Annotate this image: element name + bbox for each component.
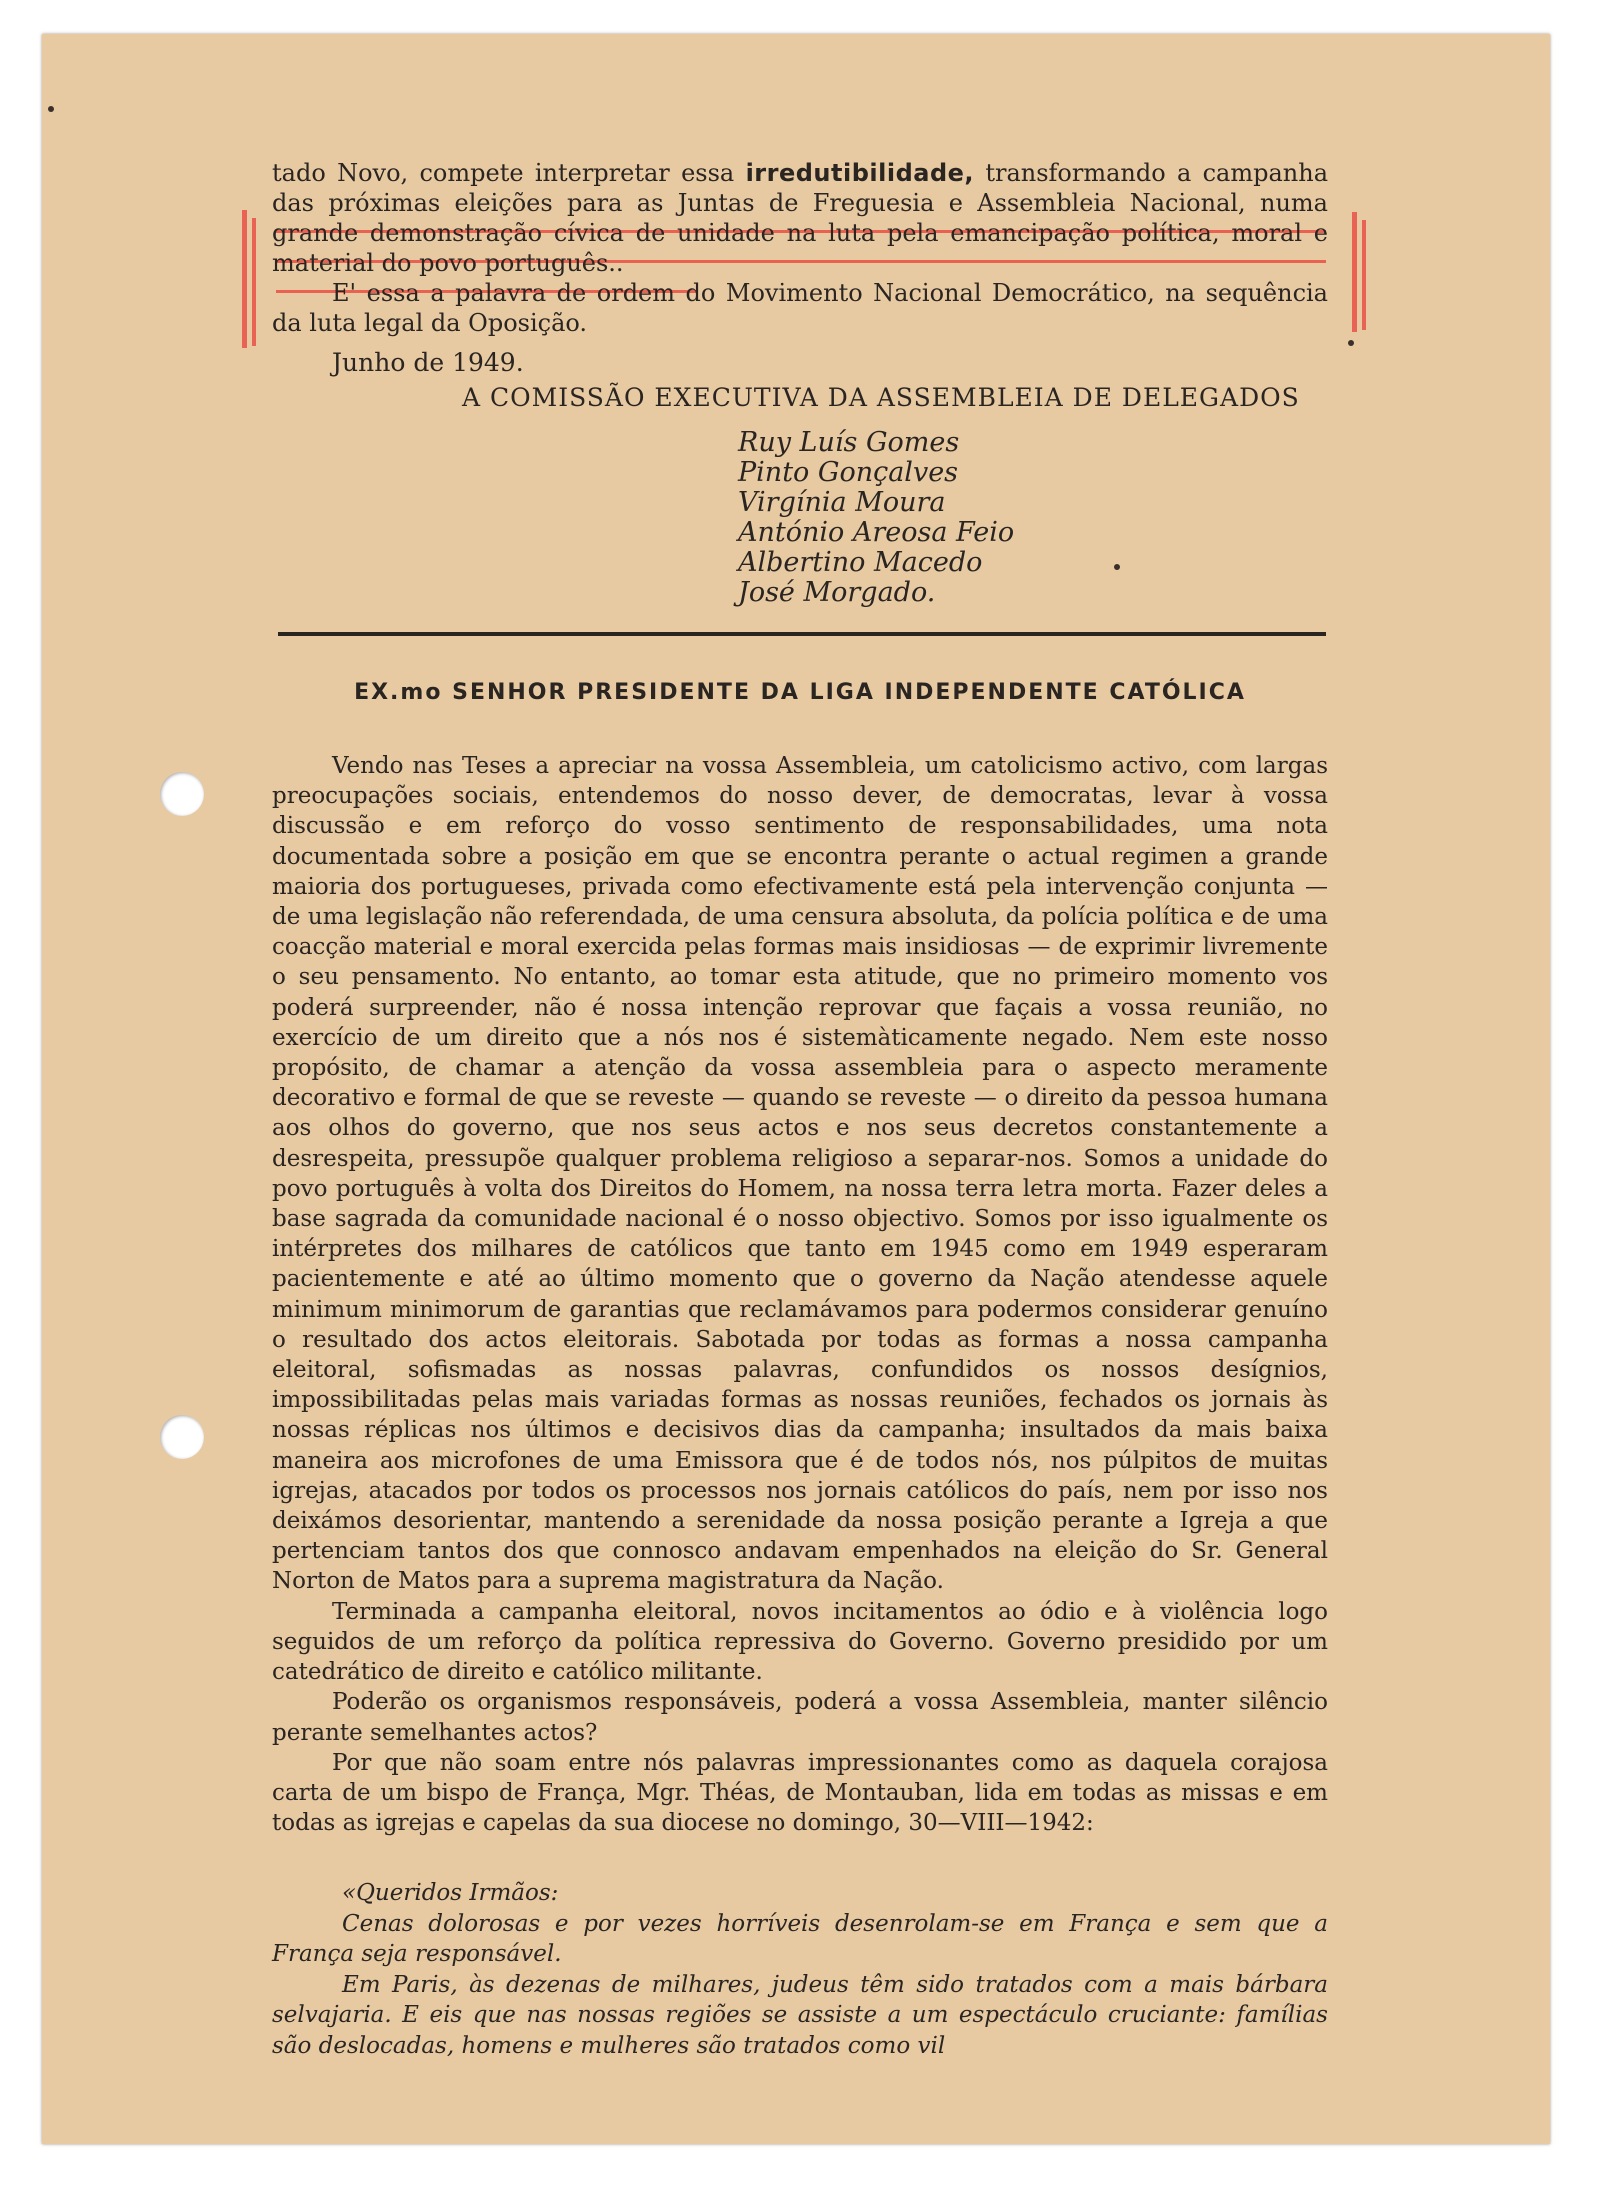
letter-body — [272, 751, 1328, 1838]
closing-paragraph-2: E' essa a palavra de ordem do Movimento Nacional Democrático, na sequência da luta legal da Oposição. — [272, 279, 1328, 337]
commission-heading: A COMISSÃO EXECUTIVA DA ASSEMBLEIA DE DELEGADOS — [462, 383, 1300, 412]
letter-paragraph: Poderão os organismos responsáveis, poderá a vossa Assembleia, manter silêncio perante semelhantes actos? — [272, 1689, 1328, 1746]
signatory-name: Albertino Macedo — [738, 547, 983, 578]
signatory-name: Ruy Luís Gomes — [738, 427, 960, 458]
letter-heading: EX.mo SENHOR PRESIDENTE DA LIGA INDEPENDENTE CATÓLICA — [354, 680, 1246, 705]
section-divider — [278, 632, 1326, 636]
bold-word: irredutibilidade, — [745, 159, 975, 187]
quote-paragraph: Cenas dolorosas e por vezes horríveis desenrolam-se em França e sem que a França seja responsável. — [272, 1910, 1328, 1968]
paragraph-text: tado Novo, compete interpretar essa — [272, 159, 746, 187]
document-date: Junho de 1949. — [332, 348, 524, 377]
letter-paragraph: Vendo nas Teses a apreciar na vossa Assembleia, um catolicismo activo, com largas preocupações sociais, entendemos do nosso dever, de democratas, levar à vossa discussão e em reforço do vosso sentimento de responsabilidades, uma nota documentada sobre a posição em que se encontra perante o actual regimen a grande maioria dos portugueses, privada como efectivamente está pela intervenção conjunta — de uma legislação não referendada, de uma censura absoluta, da polícia política e de uma coacção material e moral exercida pelas formas mais insidiosas — de exprimir livremente o seu pensamento. No entanto, ao tomar esta atitude, que no primeiro momento vos poderá surpreender, não é nossa intenção reprovar que façais a vossa reunião, no exercício de um direito que a nós nos é sistemàticamente negado. Nem este nosso propósito, de chamar a atenção da vossa assembleia para o aspecto meramente decorativo e formal de que se reveste — quando se reveste — o direito da pessoa humana aos olhos do governo, que nos seus actos e nos seus decretos constantemente a desrespeita, pressupõe qualquer problema religioso a separar-nos. Somos a unidade do povo português à volta dos Direitos do Homem, na nossa terra letra morta. Fazer deles a base sagrada da comunidade nacional é o nosso objectivo. Somos por isso igualmente os intérpretes dos milhares de católicos que tanto em 1945 como em 1949 esperaram pacientemente e até ao último momento que o governo da Nação atendesse aquele minimum minimorum de garantias que reclamávamos para podermos considerar genuíno o resultado dos actos eleitorais. Sabotada por todas as formas a nossa campanha eleitoral, sofismadas as nossas palavras, confundidos os nossos desígnios, impossibilitadas pelas mais variadas formas as nossas reuniões, fechados os jornais às nossas réplicas nos últimos e decisivos dias da campanha; insultados da mais baixa maneira aos microfones de uma Emissora que é de todos nós, nos púlpitos de muitas igrejas, atacados por todos os processos nos jornais católicos do país, nem por isso nos deixámos desorientar, mantendo a serenidade da nossa posição perante a Igreja a que pertenciam tantos dos que connosco andavam empenhados na eleição do Sr. General Norton de Matos para a suprema magistratura da Nação. — [272, 753, 1328, 1595]
signatory-name: Virgínia Moura — [738, 487, 946, 518]
letter-paragraph: Terminada a campanha eleitoral, novos incitamentos ao ódio e à violência logo seguidos de um reforço da política repressiva do Governo. Governo presidido por um catedrático de direito e católico militante. — [272, 1598, 1328, 1686]
red-margin-mark-right — [1362, 220, 1366, 330]
signatory-name: José Morgado. — [738, 577, 936, 608]
quoted-letter — [272, 1878, 1328, 2061]
red-margin-mark-left — [242, 210, 247, 348]
ink-speck — [1348, 340, 1354, 346]
document-text — [272, 158, 1328, 2061]
ink-speck — [48, 106, 54, 112]
closing-paragraph — [272, 158, 1328, 278]
punch-hole — [160, 1415, 204, 1459]
signatory-name: António Areosa Feio — [738, 517, 1015, 548]
punch-hole — [160, 772, 204, 816]
quote-paragraph: Em Paris, às dezenas de milhares, judeus têm sido tratados com a mais bárbara selvajaria. E eis que nas nossas regiões se assiste a um espectáculo cruciante: famílias são deslocadas, homens e mulheres são tratados como vil — [272, 1971, 1328, 2059]
red-margin-mark-left — [252, 218, 256, 346]
signatory-list — [738, 428, 1328, 608]
letter-paragraph: Por que não soam entre nós palavras impressionantes como as daquela corajosa carta de um bispo de França, Mgr. Théas, de Montauban, lida em todas as missas e em todas as igrejas e capelas da sua diocese no domingo, 30—VIII—1942: — [272, 1749, 1328, 1837]
red-margin-mark-right — [1352, 212, 1357, 332]
quote-salutation: «Queridos Irmãos: — [342, 1880, 559, 1907]
signatory-name: Pinto Gonçalves — [738, 457, 959, 488]
paragraph-text: transformando a campanha das próximas eleições para as Juntas de Freguesia e Assembleia Nacional, numa grande demonstração cívica de unidade na luta pela emancipação política, moral e material do povo português.. — [272, 159, 1329, 277]
